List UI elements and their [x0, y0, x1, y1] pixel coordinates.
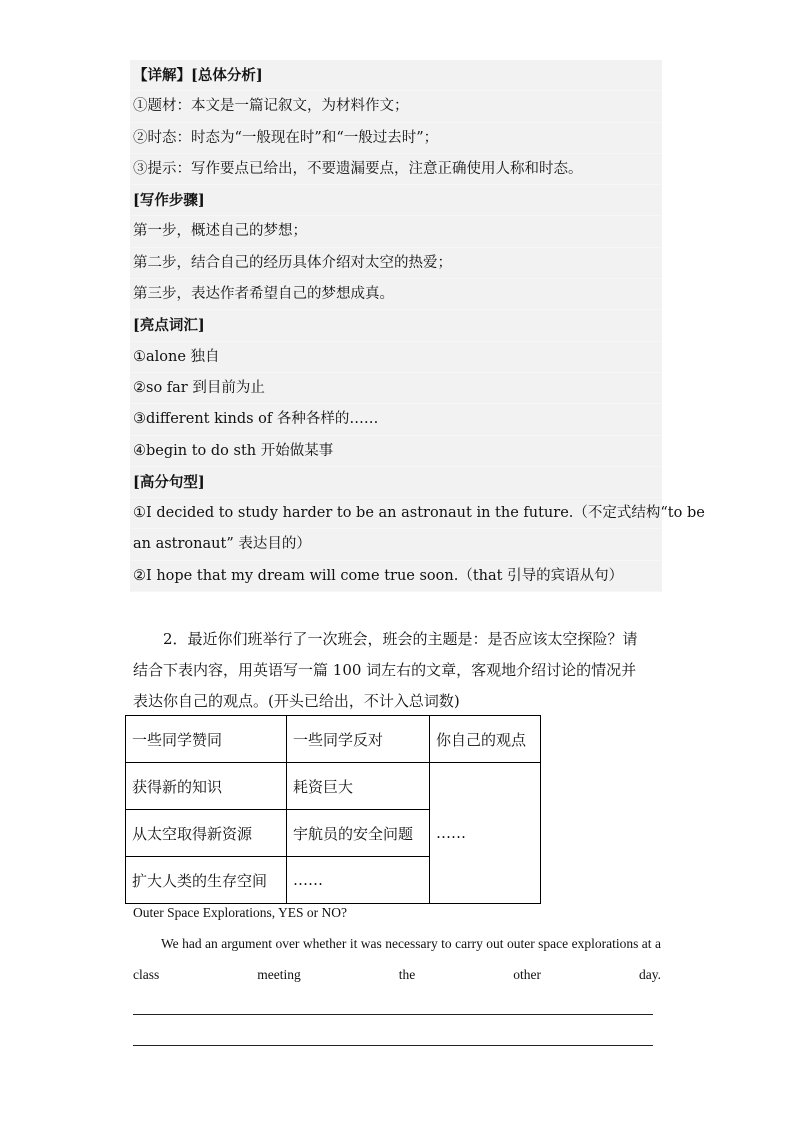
- analysis-point: ②时态：时态为“一般现在时”和“一般过去时”；: [130, 123, 662, 154]
- step-item: 第三步，表达作者希望自己的梦想成真。: [130, 279, 662, 310]
- analysis-panel: [130, 60, 705, 592]
- analysis-heading: 【详解】[总体分析]: [130, 60, 662, 91]
- step-item: 第一步，概述自己的梦想；: [130, 216, 662, 247]
- pro-cell: 获得新的知识: [126, 763, 287, 810]
- table-row: [126, 763, 541, 810]
- con-cell: 宇航员的安全问题: [287, 810, 430, 857]
- essay-title: Outer Space Explorations, YES or NO?: [133, 905, 347, 920]
- essay: [133, 897, 661, 990]
- question-2-line-2: 结合下表内容，用英语写一篇 100 词左右的文章，客观地介绍讨论的情况并: [133, 661, 637, 679]
- vocab-item: ④begin to do sth 开始做某事: [130, 436, 662, 467]
- sentence-item-continued: an astronaut” 表达目的）: [130, 529, 662, 560]
- con-cell: 耗资巨大: [287, 763, 430, 810]
- vocab-item: ①alone 独自: [130, 342, 662, 373]
- header-own-view: 你自己的观点: [430, 716, 541, 763]
- vocab-item: ②so far 到目前为止: [130, 373, 662, 404]
- analysis-point: ③提示：写作要点已给出，不要遗漏要点，注意正确使用人称和时态。: [130, 154, 662, 185]
- answer-line: [133, 1045, 653, 1046]
- pro-cell: 从太空取得新资源: [126, 810, 287, 857]
- header-pros: 一些同学赞同: [126, 716, 287, 763]
- question-2: [133, 624, 661, 717]
- sentence-item: ①I decided to study harder to be an astronaut in the future.（不定式结构“to be: [130, 498, 662, 529]
- essay-opening-paragraph: We had an argument over whether it was necessary to carry out outer space explorations at a class meeting the other day.: [133, 936, 661, 982]
- analysis-point: ①题材：本文是一篇记叙文，为材料作文；: [130, 91, 662, 122]
- answer-line: [133, 1014, 653, 1015]
- con-cell: ……: [287, 857, 430, 904]
- own-view-cell: ……: [430, 763, 541, 904]
- vocab-item: ③different kinds of 各种各样的……: [130, 404, 662, 435]
- sentence-item: ②I hope that my dream will come true soon.（that 引导的宾语从句）: [130, 561, 662, 592]
- pro-cell: 扩大人类的生存空间: [126, 857, 287, 904]
- vocab-heading: [亮点词汇]: [130, 310, 662, 341]
- header-cons: 一些同学反对: [287, 716, 430, 763]
- question-2-line-1: 2．最近你们班举行了一次班会，班会的主题是：是否应该太空探险？请: [163, 630, 638, 648]
- opinion-table: [125, 715, 541, 904]
- table-header-row: [126, 716, 541, 763]
- sentence-heading: [高分句型]: [130, 467, 662, 498]
- step-item: 第二步，结合自己的经历具体介绍对太空的热爱；: [130, 248, 662, 279]
- question-2-line-3: 表达你自己的观点。(开头已给出，不计入总词数): [133, 692, 460, 710]
- steps-heading: [写作步骤]: [130, 185, 662, 216]
